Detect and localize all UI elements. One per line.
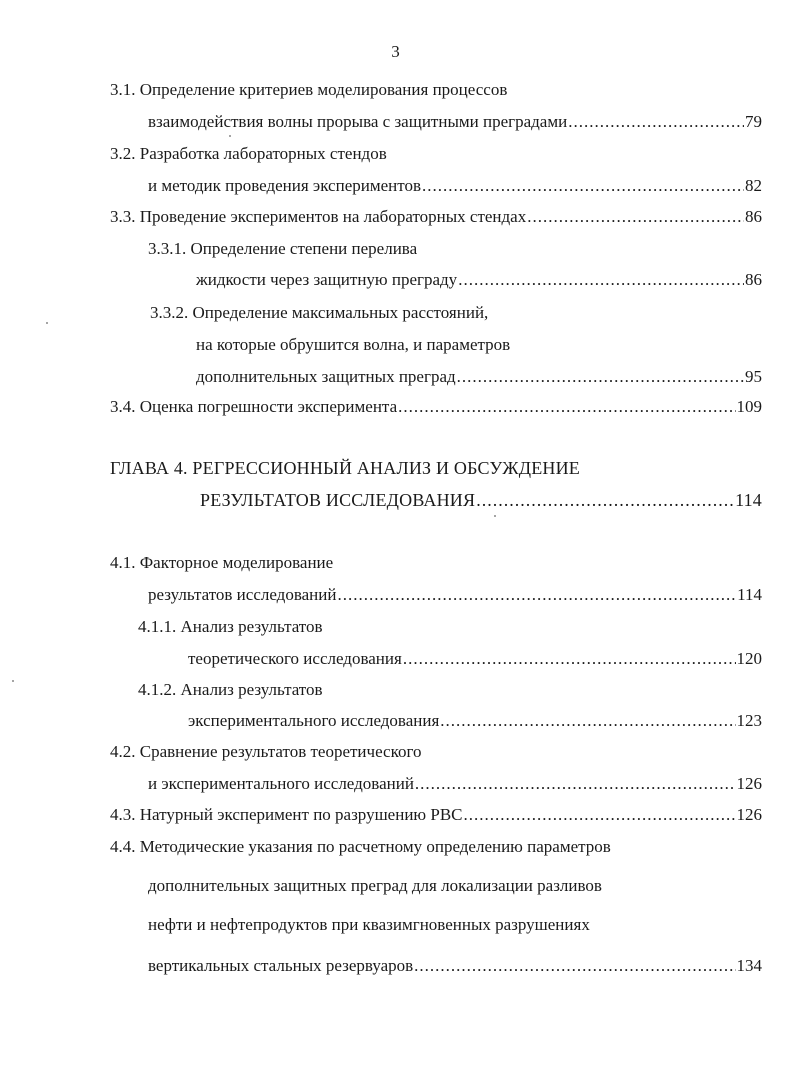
- toc-entry-label: теоретического исследования: [188, 649, 402, 668]
- toc-entry-3-2: [148, 174, 762, 198]
- scan-speck: [46, 322, 48, 324]
- toc-entry-label: вертикальных стальных резервуаров: [148, 956, 414, 975]
- dot-leader: [415, 772, 736, 796]
- toc-entry-label: 3.4. Оценка погрешности эксперимента: [110, 397, 398, 416]
- toc-page-number: 134: [736, 956, 762, 975]
- toc-entry-3-3-2: [196, 365, 762, 389]
- toc-entry-4-1-1-line-1: 4.1.1. Анализ результатов: [138, 617, 323, 636]
- dot-leader: [458, 268, 744, 292]
- toc-entry-label: результатов исследований: [148, 585, 337, 604]
- scan-speck: [229, 135, 231, 137]
- page-number: 3: [391, 42, 400, 61]
- dot-leader: [414, 954, 735, 978]
- dot-leader: [568, 110, 744, 134]
- toc-entry-3-2-line-1: 3.2. Разработка лабораторных стендов: [110, 144, 387, 163]
- toc-entry-4-2: [148, 772, 762, 796]
- toc-page-number: 95: [745, 367, 762, 386]
- toc-entry-label: дополнительных защитных преград: [196, 367, 456, 386]
- toc-entry-4-1-line-1: 4.1. Факторное моделирование: [110, 553, 334, 572]
- toc-chapter-4: [200, 488, 762, 512]
- toc-entry-4-1-2: [188, 709, 762, 733]
- toc-entry-label: экспериментального исследования: [188, 711, 440, 730]
- toc-entry-label: взаимодействия волны прорыва с защитными преградами: [148, 112, 568, 131]
- dot-leader: [440, 709, 735, 733]
- toc-page-number: 126: [736, 774, 762, 793]
- toc-entry-3-3-1: [196, 268, 762, 292]
- dot-leader: [457, 365, 744, 389]
- toc-entry-3-4: [110, 395, 762, 419]
- toc-entry-4-1-1: [188, 647, 762, 671]
- toc-entry-3-3: [110, 205, 762, 229]
- toc-entry-4-4-line-2: дополнительных защитных преград для локализации разливов: [148, 876, 602, 895]
- toc-entry-3-3-2-line-2: на которые обрушится волна, и параметров: [196, 335, 511, 354]
- toc-entry-4-1: [148, 583, 762, 607]
- toc-entry-4-1-2-line-1: 4.1.2. Анализ результатов: [138, 680, 323, 699]
- dot-leader: [527, 205, 744, 229]
- toc-entry-4-3: [110, 803, 762, 827]
- dot-leader: [476, 488, 734, 512]
- toc-entry-3-3-2-line-1: 3.3.2. Определение максимальных расстояний,: [150, 303, 489, 322]
- dot-leader: [422, 174, 744, 198]
- toc-page-number: 86: [745, 270, 762, 289]
- toc-entry-label: 4.3. Натурный эксперимент по разрушению РВС: [110, 805, 463, 824]
- toc-entry-label: и экспериментального исследований: [148, 774, 414, 793]
- dot-leader: [403, 647, 736, 671]
- toc-page-number: 109: [736, 397, 762, 416]
- toc-page-number: 79: [745, 112, 762, 131]
- toc-page-number: 86: [745, 207, 762, 226]
- dot-leader: [337, 583, 736, 607]
- toc-page-number: 114: [735, 490, 762, 510]
- toc-entry-4-4-line-3: нефти и нефтепродуктов при квазимгновенных разрушениях: [148, 915, 590, 934]
- toc-entry-4-2-line-1: 4.2. Сравнение результатов теоретического: [110, 742, 422, 761]
- toc-page-number: 126: [736, 805, 762, 824]
- toc-entry-label: жидкости через защитную преграду: [196, 270, 458, 289]
- toc-entry-label: РЕЗУЛЬТАТОВ ИССЛЕДОВАНИЯ: [200, 490, 476, 510]
- dot-leader: [398, 395, 735, 419]
- scan-speck: [12, 680, 14, 682]
- dot-leader: [464, 803, 736, 827]
- chapter-4-title-line-1: ГЛАВА 4. РЕГРЕССИОННЫЙ АНАЛИЗ И ОБСУЖДЕНИЕ: [110, 458, 580, 478]
- toc-entry-3-3-1-line-1: 3.3.1. Определение степени перелива: [148, 239, 418, 258]
- toc-entry-label: 3.3. Проведение экспериментов на лабораторных стендах: [110, 207, 527, 226]
- toc-entry-label: и методик проведения экспериментов: [148, 176, 421, 195]
- toc-page-number: 82: [745, 176, 762, 195]
- toc-page-number: 123: [736, 711, 762, 730]
- toc-page-number: 120: [736, 649, 762, 668]
- toc-entry-3-1: [148, 110, 762, 134]
- scan-speck: [494, 515, 496, 517]
- toc-entry-4-4: [148, 954, 762, 978]
- toc-entry-3-1-line-1: 3.1. Определение критериев моделирования процессов: [110, 80, 508, 99]
- toc-page-number: 114: [737, 585, 762, 604]
- toc-entry-4-4-line-1: 4.4. Методические указания по расчетному определению параметров: [110, 837, 611, 856]
